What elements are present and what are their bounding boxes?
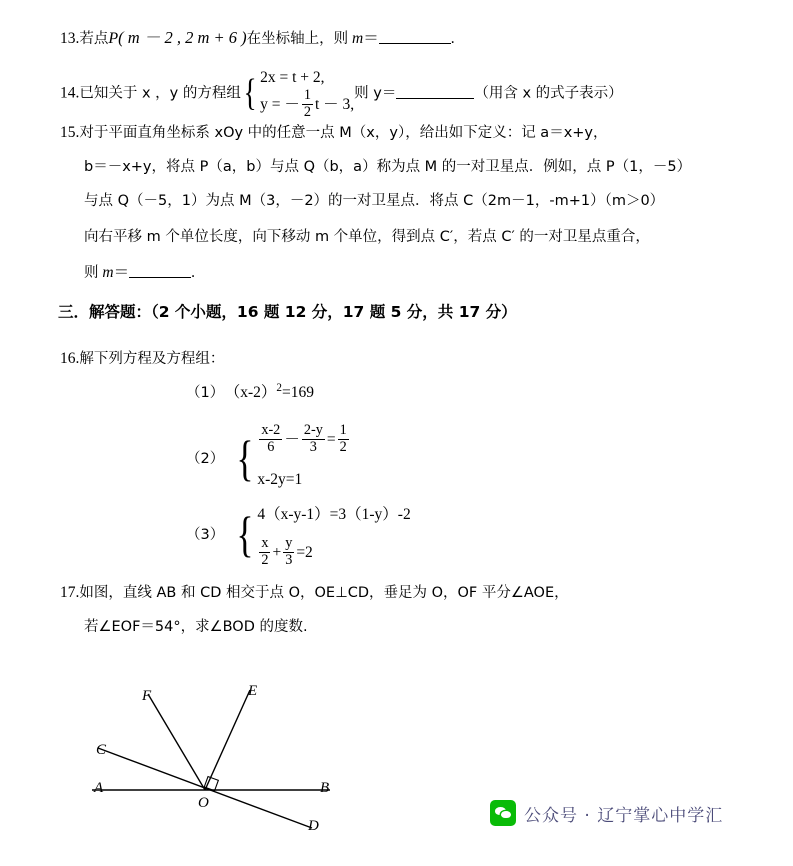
q15-line4-text: 向右平移 m 个单位长度，向下移动 m 个单位，得到点 C′，若点 C′ 的一对卫星点重合， (84, 229, 650, 245)
q16-part2-frac2-num: 2-y (303, 422, 323, 438)
q14-system (260, 66, 354, 122)
question-16-part-3 (186, 500, 411, 570)
q14-eq1: 2x = t + 2, (260, 69, 325, 86)
q16-stem-text: 解下列方程及方程组： (79, 351, 225, 367)
q13-equals: ＝ (363, 30, 379, 47)
q16-part3-label: （3） (186, 526, 217, 543)
q16-part3-equals: =2 (296, 544, 313, 562)
q16-part2-system (257, 424, 350, 494)
q15-line5-prefix: 则 (84, 265, 99, 281)
q16-part2-frac1-den: 6 (259, 439, 282, 456)
q16-part1-expr-tail: =169 (282, 384, 314, 402)
q16-part2-equals: = (326, 431, 336, 449)
q16-part2-frac2-den: 3 (302, 439, 325, 456)
q16-part1-label: （1） (186, 385, 217, 402)
q14-tail: （用含 x 的式子表示） (474, 85, 623, 102)
figure-label-D: D (308, 818, 319, 834)
q16-part2-frac1-num: x-2 (261, 422, 281, 438)
q16-part2-frac3-num: 1 (339, 422, 347, 438)
q16-part2-eq2: x-2y=1 (257, 470, 303, 488)
q16-part2-label: （2） (186, 450, 217, 467)
q13-text-before: 若点 (79, 31, 109, 47)
q15-line1: 对于平面直角坐标系 xOy 中的任意一点 M（x，y），给出如下定义：记 a＝x+y， (79, 125, 608, 141)
q15-tail: . (191, 264, 195, 281)
q15-line3-text: 与点 Q（－5，1）为点 M（3，－2）的一对卫星点．将点 C（2m－1，-m+1）（m＞0） (84, 193, 665, 209)
q16-part2-frac3-den: 2 (339, 438, 347, 455)
q16-part2-brace: { (235, 430, 253, 486)
q16-part3-frac2-num: y (285, 535, 293, 552)
q16-part3-brace: { (235, 506, 253, 562)
q16-part2-eq1 (257, 424, 350, 457)
q14-lead: 已知关于 x ，y 的方程组 (79, 85, 241, 102)
q14-brace: { (243, 72, 257, 115)
q15-number: 15. (60, 124, 80, 141)
q16-part3-eq2 (257, 537, 410, 570)
q13-text-mid: 在坐标轴上，则 (246, 31, 349, 47)
question-13 (60, 22, 455, 54)
q16-part3-eq1: 4（x-y-1）=3（1-y）-2 (257, 506, 411, 523)
q14-answer-blank[interactable] (396, 83, 474, 99)
q16-part2-frac3 (338, 423, 349, 456)
q16-part1-exponent: 2 (276, 382, 282, 394)
question-15-line1 (60, 118, 608, 148)
question-15-line5 (84, 258, 195, 288)
section-heading: 三．解答题：（2 个小题，16 题 12 分，17 题 5 分，共 17 分） (58, 303, 517, 321)
q16-part3-frac1-num: x (261, 535, 269, 552)
q14-then: 则 y＝ (354, 85, 397, 102)
figure-label-B: B (320, 780, 330, 796)
q16-part3-frac2-den: 3 (285, 552, 293, 569)
question-14 (60, 66, 623, 122)
q13-var: m (352, 30, 364, 47)
q16-part3-system (257, 500, 410, 570)
q13-coords: ( m － 2 , 2 m + 6 ) (118, 28, 247, 47)
q15-equals: ＝ (113, 264, 130, 281)
q14-eq2-frac-num: 1 (303, 87, 311, 104)
watermark (490, 800, 723, 826)
q14-eq2-frac-den: 2 (303, 104, 311, 121)
question-17-line2 (84, 612, 308, 642)
q14-number: 14. (60, 84, 80, 102)
q16-part2-frac1 (259, 423, 282, 456)
q16-part3-frac2 (283, 536, 294, 569)
q16-part1-expr (233, 384, 315, 401)
question-15-line2 (84, 152, 691, 182)
q14-eq2-suffix: t － 3, (314, 96, 355, 114)
q13-answer-blank[interactable] (379, 28, 451, 44)
wechat-icon (490, 800, 516, 826)
q15-var: m (102, 264, 114, 281)
figure-label-E: E (248, 683, 258, 699)
question-16-stem (60, 344, 224, 374)
question-15-line4 (84, 222, 650, 252)
q16-part2-minus: － (284, 431, 300, 449)
figure-label-A: A (94, 780, 104, 796)
figure-label-C: C (96, 742, 107, 758)
q14-eq2-prefix: y = － (260, 96, 300, 114)
q14-eq2-fraction (302, 88, 313, 121)
q17-line2-text: 若∠EOF＝54°，求∠BOD 的度数. (84, 619, 308, 635)
watermark-text: 公众号 · 辽宁掌心中学汇 (524, 805, 724, 826)
q16-part2-frac2 (302, 423, 325, 456)
question-15-line3 (84, 186, 664, 216)
q13-point: P (108, 30, 119, 47)
q17-number: 17. (60, 584, 80, 601)
q17-line1-text: 如图，直线 AB 和 CD 相交于点 O，OE⊥CD，垂足为 O，OF 平分∠AOE， (79, 585, 569, 601)
q13-number: 13. (60, 30, 80, 47)
figure-label-O: O (198, 795, 209, 811)
question-17-line1 (60, 578, 569, 608)
q16-number: 16. (60, 350, 80, 367)
q15-line2-text: b＝－x+y，将点 P（a，b）与点 Q（b，a）称为点 M 的一对卫星点．例如，点 P（1，－5） (84, 159, 692, 175)
q16-part1-expr-prefix: （x-2） (232, 384, 277, 402)
question-16-part-1 (186, 378, 314, 408)
q15-answer-blank[interactable] (129, 262, 191, 278)
q16-part3-plus: + (272, 544, 282, 562)
q16-part3-frac1 (259, 536, 270, 569)
figure-label-F: F (142, 688, 152, 704)
question-16-part-2 (186, 424, 351, 494)
geometry-figure (70, 670, 410, 850)
q13-tail: . (450, 30, 455, 47)
q16-part3-frac1-den: 2 (261, 552, 269, 569)
